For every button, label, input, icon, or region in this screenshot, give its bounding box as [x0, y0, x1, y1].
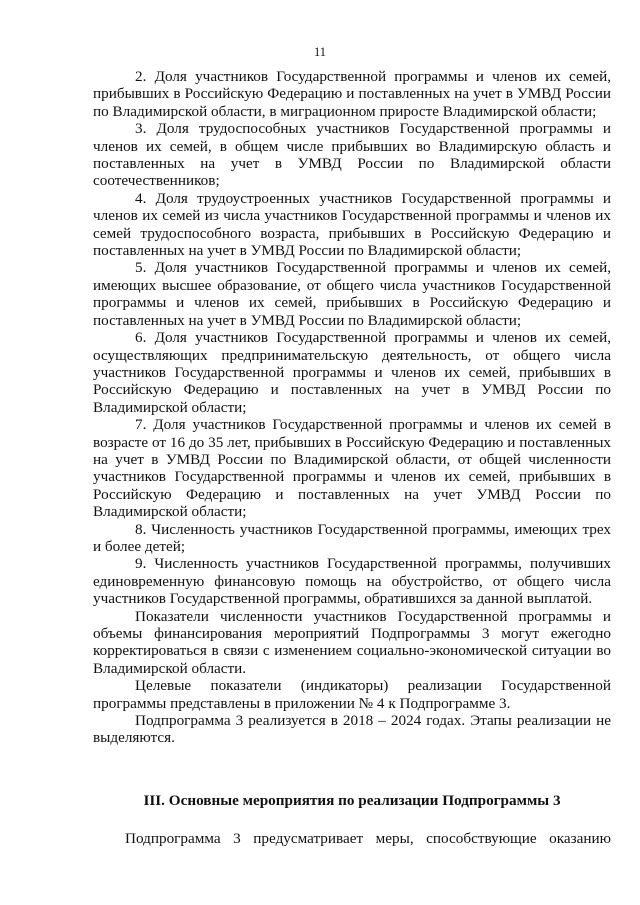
page-number: 11 — [313, 45, 327, 59]
body-text — [93, 68, 611, 747]
indicator-item-9: 9. Численность участников Государственной программы, получивших единовременную финансовую помощь на обустройство, от общего числа участников Государственной программы, обратившихся за данной выплатой. — [93, 555, 611, 608]
indicator-item-2: 2. Доля участников Государственной программы и членов их семей, прибывших в Российскую Федерацию и поставленных на учет в УМВД России по Владимирской области, в миграционном приросте Владимирской области; — [93, 68, 611, 120]
indicator-item-7: 7. Доля участников Государственной программы и членов их семей в возрасте от 16 до 35 лет, прибывших в Российскую Федерацию и поставленных на учет в УМВД России по Владимирской области, от общей численности участников Государственной программы и членов их семей, прибывших в Российскую Федерацию и поставленных на учет УМВД России по Владимирской области; — [93, 416, 611, 521]
target-indicators-paragraph: Целевые показатели (индикаторы) реализации Государственной программы представлены в приложении № 4 к Подпрограмме 3. — [93, 677, 611, 712]
implementation-period-paragraph: Подпрограмма 3 реализуется в 2018 – 2024 годах. Этапы реализации не выделяются. — [93, 712, 611, 747]
indicator-item-4: 4. Доля трудоустроенных участников Государственной программы и членов их семей из числа участников Государственной программы и членов их семей трудоспособного возраста, прибывших в Российскую Федерацию и поставленных на учет в УМВД России по Владимирской области; — [93, 189, 611, 260]
indicator-item-6: 6. Доля участников Государственной программы и членов их семей, осуществляющих предпринимательскую деятельность, от общего числа участников Государственной программы и членов их семей, прибывших в Российскую Федерацию и поставленных на учет в УМВД России по Владимирской области; — [93, 329, 611, 416]
indicator-item-8: 8. Численность участников Государственной программы, имеющих трех и более детей; — [93, 520, 611, 555]
section-first-line: Подпрограмма 3 предусматривает меры, способствующие оказанию — [125, 830, 611, 847]
indicator-item-3: 3. Доля трудоспособных участников Государственной программы и членов их семей, в общем числе прибывших во Владимирскую область и поставленных на учет в УМВД России по Владимирской области соотечественников; — [93, 120, 611, 190]
indicators-adjustment-paragraph: Показатели численности участников Государственной программы и объемы финансирования мероприятий Подпрограммы 3 могут ежегодно корректироваться в связи с изменением социально-экономической ситуации во Владимирской области. — [93, 607, 611, 677]
indicator-item-5: 5. Доля участников Государственной программы и членов их семей, имеющих высшее образование, от общего числа участников Государственной программы и членов их семей, прибывших в Российскую Федерацию и поставленных на учет в УМВД России по Владимирской области; — [93, 259, 611, 329]
section-heading: III. Основные мероприятия по реализации Подпрограммы 3 — [143, 792, 561, 809]
